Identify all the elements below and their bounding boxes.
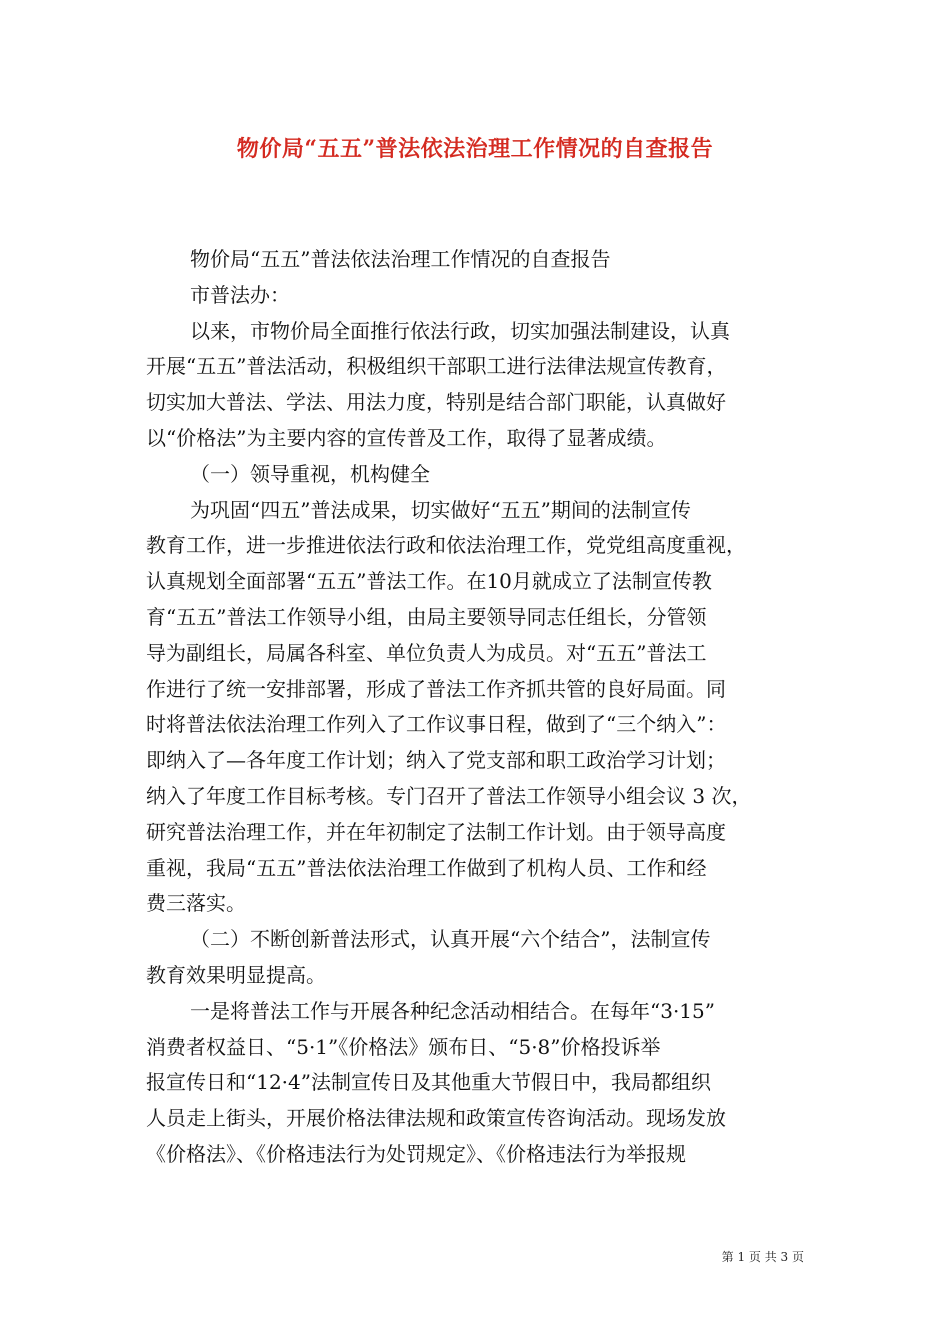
- body-line: 一是将普法工作与开展各种纪念活动相结合。在每年“3·15”: [190, 998, 715, 1023]
- section-heading: （二）不断创新普法形式，认真开展“六个结合”，法制宣传: [190, 927, 711, 952]
- body-line: 物价局“五五”普法依法治理工作情况的自查报告: [190, 247, 611, 271]
- body-line: 导为副组长，局属各科室、单位负责人为成员。对“五五”普法工: [146, 640, 707, 665]
- body-line: 报宣传日和“12·4”法制宣传日及其他重大节假日中，我局都组织: [146, 1070, 711, 1095]
- body-line: 开展“五五”普法活动，积极组织干部职工进行法律法规宣传教育，: [146, 354, 727, 379]
- body-line: 即纳入了—各年度工作计划；纳入了党支部和职工政治学习计划；: [146, 748, 726, 773]
- body-line: 《价格法》、《价格违法行为处罚规定》、《价格违法行为举报规: [146, 1141, 686, 1166]
- body-line: 费三落实。: [146, 891, 246, 916]
- section-heading-cont: 教育效果明显提高。: [146, 962, 326, 987]
- body-line: 切实加大普法、学法、用法力度，特别是结合部门职能，认真做好: [146, 390, 726, 415]
- body-line: 以来，市物价局全面推行依法行政，切实加强法制建设，认真: [190, 318, 730, 343]
- document-body: [146, 242, 806, 1173]
- body-line: 市普法办：: [190, 282, 290, 307]
- body-line: 作进行了统一安排部署，形成了普法工作齐抓共管的良好局面。同: [146, 676, 726, 701]
- body-line: 教育工作，进一步推进依法行政和依法治理工作，党党组高度重视，: [146, 533, 746, 558]
- body-line: 消费者权益日、“5·1”《价格法》颁布日、“5·8”价格投诉举: [146, 1034, 661, 1059]
- body-line: 重视，我局“五五”普法依法治理工作做到了机构人员、工作和经: [146, 855, 707, 880]
- page-number: 第 1 页 共 3 页: [721, 1250, 804, 1264]
- body-line: 纳入了年度工作目标考核。专门召开了普法工作领导小组会议 3 次，: [146, 783, 752, 808]
- body-line: 研究普法治理工作，并在年初制定了法制工作计划。由于领导高度: [146, 819, 726, 844]
- body-line: 人员走上街头，开展价格法律法规和政策宣传咨询活动。现场发放: [146, 1106, 726, 1131]
- body-line: 时将普法依法治理工作列入了工作议事日程，做到了“三个纳入”：: [146, 712, 727, 737]
- body-line: 以“价格法”为主要内容的宣传普及工作，取得了显著成绩。: [146, 425, 667, 450]
- body-line: 育“五五”普法工作领导小组，由局主要领导同志任组长，分管领: [146, 604, 707, 629]
- body-line: 认真规划全面部署“五五”普法工作。在10月就成立了法制宣传教: [146, 569, 712, 594]
- section-heading: （一）领导重视，机构健全: [190, 461, 430, 486]
- body-line: 为巩固“四五”普法成果，切实做好“五五”期间的法制宣传: [190, 497, 691, 522]
- document-title: 物价局“五五”普法依法治理工作情况的自查报告: [236, 136, 714, 162]
